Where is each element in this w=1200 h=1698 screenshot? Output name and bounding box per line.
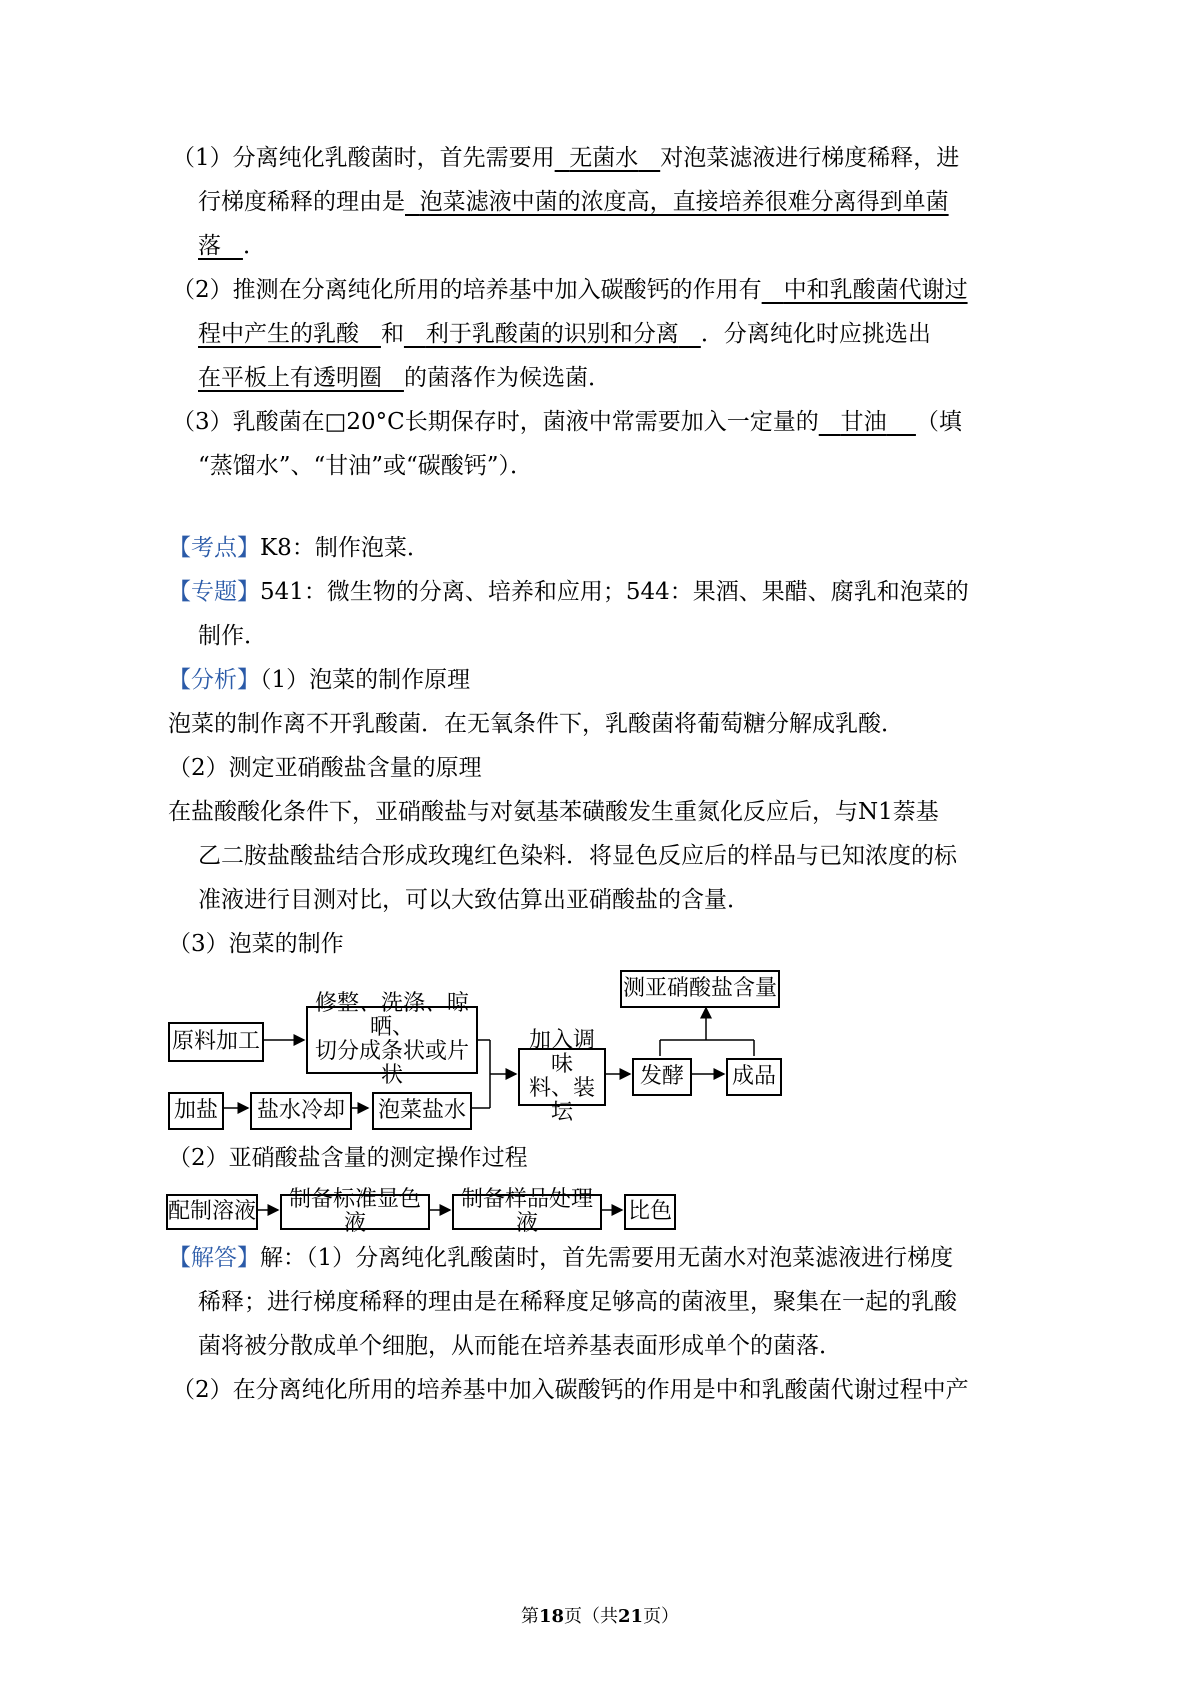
jieda-line2: 稀释；进行梯度稀释的理由是在稀释度足够高的菌液里，聚集在一起的乳酸: [198, 1289, 957, 1315]
q3-line2: “蒸馏水”、“甘油”或“碳酸钙”）．: [198, 453, 534, 479]
kaodian-text: K8：制作泡菜．: [260, 535, 430, 561]
q2-text-end: 的菌落作为候选菌．: [403, 365, 611, 391]
footer-suffix: 页）: [643, 1606, 680, 1627]
fenxi-text: （1）泡菜的制作原理: [260, 667, 471, 693]
q1-answer-2-end: 落: [198, 233, 221, 259]
ferment-box: 发酵: [632, 1058, 692, 1096]
fenxi-p3-2: 乙二胺盐酸盐结合形成玫瑰红色染料．将显色反应后的样品与已知浓度的标: [198, 843, 957, 869]
q1-period: ．: [242, 233, 266, 259]
add-salt-box: 加盐: [168, 1092, 224, 1130]
raw-material-box: 原料加工: [168, 1022, 264, 1062]
zhuanti-text: 541：微生物的分离、培养和应用；544：果酒、果醋、腐乳和泡菜的: [260, 579, 969, 605]
brine-cooling-box: 盐水冷却: [250, 1092, 352, 1130]
footer-prefix: 第: [520, 1606, 539, 1627]
q1-text: （1）分离纯化乳酸菌时，首先需要用: [172, 145, 555, 171]
fenxi-p1: 泡菜的制作离不开乳酸菌．在无氧条件下，乳酸菌将葡萄糖分解成乳酸．: [168, 711, 904, 737]
season-jar-line2: 料、装坛: [528, 1076, 595, 1125]
prepare-solution-box: 配制溶液: [166, 1194, 258, 1230]
q3-answer: 甘油: [840, 409, 887, 435]
q2-and: 和: [380, 321, 404, 347]
q2-text-cont: ．分离纯化时应挑选出: [700, 321, 931, 347]
fenxi-p3-1: 在盐酸酸化条件下，亚硝酸盐与对氨基苯磺酸发生重氮化反应后，与N1萘基: [168, 799, 939, 825]
q3-hint: （填: [915, 409, 962, 435]
q2-answer-2: 利于乳酸菌的识别和分离: [425, 321, 679, 347]
total-pages: 21: [618, 1606, 644, 1627]
pickle-brine-box: 泡菜盐水: [372, 1092, 472, 1130]
q3-text: （3）乳酸菌在□20°C长期保存时，菌液中常需要加入一定量的: [172, 409, 819, 435]
jieda-line1: [168, 1243, 953, 1273]
standard-color-box: 制备标准显色液: [280, 1194, 430, 1230]
fenxi-tag: 【分析】: [168, 667, 260, 693]
q2-answer-1-end: 程中产生的乳酸: [198, 321, 359, 347]
measure-nitrite-box: 测亚硝酸盐含量: [620, 970, 780, 1008]
current-page: 18: [538, 1606, 564, 1627]
fenxi-p4: （3）泡菜的制作: [168, 931, 344, 957]
fenxi-p3-3: 准液进行目测对比，可以大致估算出亚硝酸盐的含量．: [198, 887, 750, 913]
jieda-line4: （2）在分离纯化所用的培养基中加入碳酸钙的作用是中和乳酸菌代谢过程中产: [172, 1377, 969, 1403]
jieda-text: 解：（1）分离纯化乳酸菌时，首先需要用无菌水对泡菜滤液进行梯度: [260, 1245, 954, 1271]
q2-answer-3: 在平板上有透明圈: [198, 365, 382, 391]
zhuanti-cont: 制作．: [198, 623, 267, 649]
kaodian-tag: 【考点】: [168, 535, 260, 561]
q1-text-cont: 对泡菜滤液进行梯度稀释，进: [660, 145, 960, 171]
q1-reason-label: 行梯度稀释的理由是: [198, 189, 405, 215]
q2-text: （2）推测在分离纯化所用的培养基中加入碳酸钙的作用有: [172, 277, 762, 303]
footer-mid: 页（共: [564, 1606, 618, 1627]
zhuanti-tag: 【专题】: [168, 579, 260, 605]
q2-answer-1: 中和乳酸菌代谢过: [783, 277, 968, 303]
trim-wash-line2: 切分成条状或片状: [314, 1039, 469, 1088]
fenxi-p5: （2）亚硝酸盐含量的测定操作过程: [168, 1145, 528, 1171]
page-footer: [0, 1602, 1200, 1628]
q1-answer-2: 泡菜滤液中菌的浓度高，直接培养很难分离得到单菌: [419, 189, 949, 215]
trim-wash-line1: 修整、洗涤、晾晒、: [314, 991, 469, 1040]
q1-answer-1: 无菌水: [569, 145, 639, 171]
sample-treatment-box: 制备样品处理液: [452, 1194, 602, 1230]
product-box: 成品: [726, 1058, 782, 1096]
fenxi-p2: （2）测定亚硝酸盐含量的原理: [168, 755, 482, 781]
jieda-line3: 菌将被分散成单个细胞，从而能在培养基表面形成单个的菌落．: [198, 1333, 842, 1359]
colorimetry-box: 比色: [624, 1194, 676, 1230]
season-jar-line1: 加入调味: [528, 1028, 595, 1077]
jieda-tag: 【解答】: [168, 1245, 260, 1271]
